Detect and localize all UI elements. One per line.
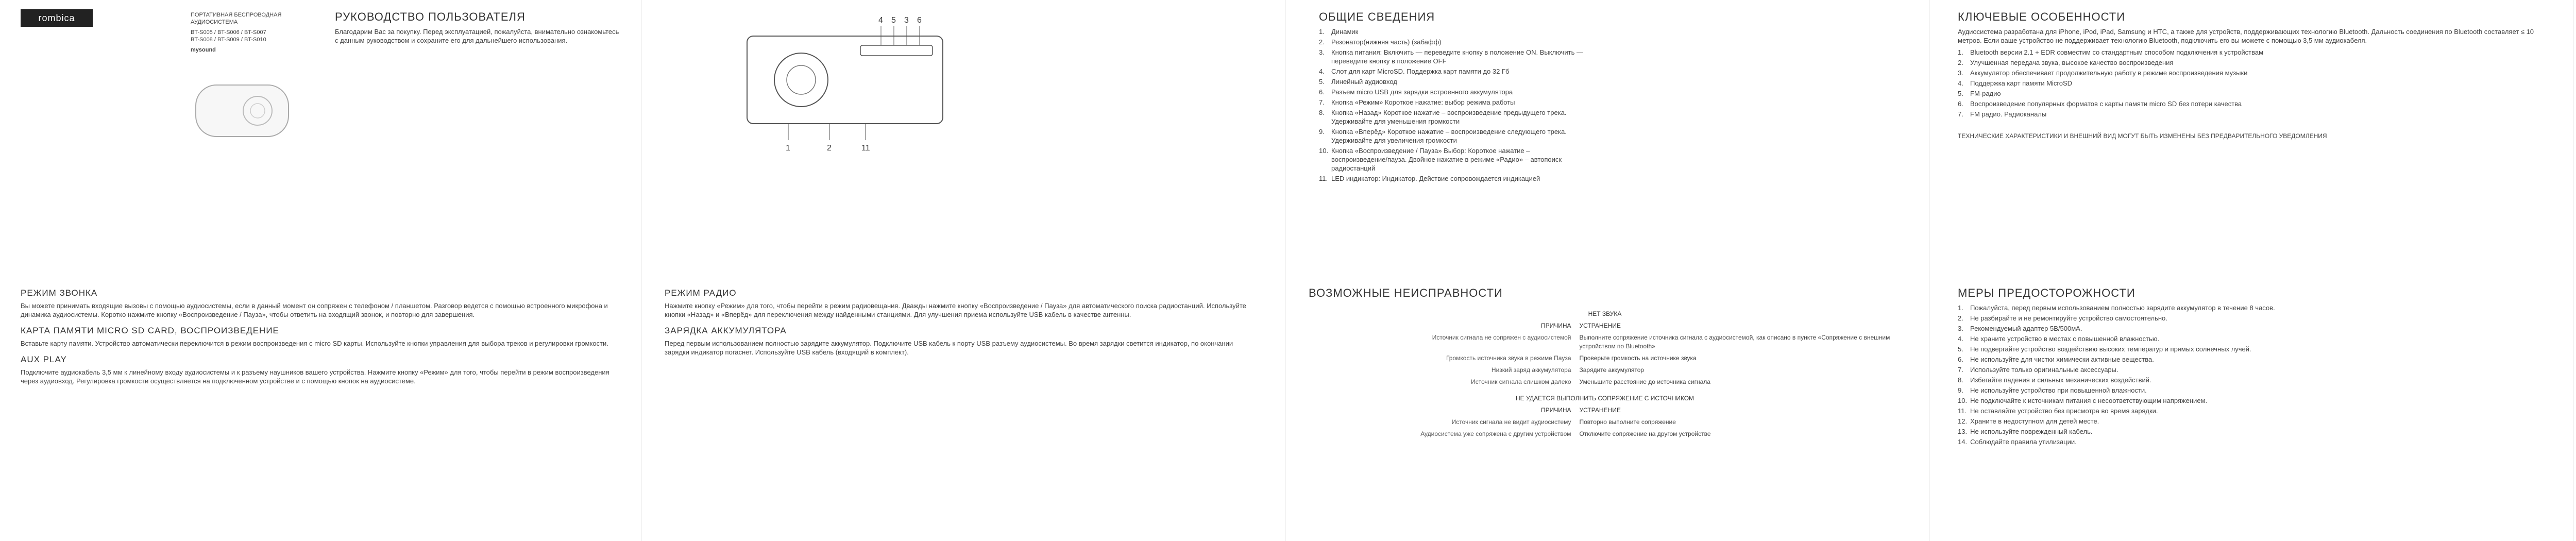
list-item: 1. Пожалуйста, перед первым использованием полностью зарядите аккумулятор в течение 8 часов. (1958, 304, 2275, 312)
list-item: 13. Не используйте поврежденный кабель. (1958, 428, 2093, 435)
fold-line (2573, 0, 2574, 541)
list-item: 7. FM радио. Радиоканалы (1958, 110, 2047, 118)
cover-intro (335, 12, 623, 45)
column-header: ПРИЧИНА (1540, 407, 1571, 414)
device-diagram (711, 15, 979, 155)
list-item: 8. Кнопка «Назад» Короткое нажатие – воспроизведение предыдущего трека. Удерживайте для уменьшения громкости (1319, 109, 1567, 125)
list-item: 6. Воспроизведение популярных форматов с карты памяти micro SD без потери качества (1958, 100, 2242, 108)
callout-label: 1 (786, 144, 790, 153)
table-row: Аудиосистема уже сопряжена с другим устройством Отключите сопряжение на другом устройстве (1420, 430, 1711, 437)
table-row: Источник сигнала не сопряжен с аудиосистемой Выполните сопряжение источника сигнала с аудиосистемой, как описано в пункте «Сопряжение с внешним устройством по Bluetooth» (1432, 334, 1890, 350)
table-row: Низкий заряд аккумулятора Зарядите аккумулятор (1491, 366, 1645, 374)
charge-text: Перед первым использованием полностью зарядите аккумулятор. Подключите USB кабель к порту USB разъему аудиосистемы. Во время зарядки светится индикатор, по окончании зарядки индикатор погаснет. Используйте USB кабель (входящий в комплект). (665, 340, 1233, 356)
table-subheading: НЕТ ЗВУКА (1588, 310, 1622, 317)
list-item: 12. Храните в недоступном для детей месте. (1958, 417, 2099, 425)
callout-label: 6 (917, 16, 922, 25)
table-row: Громкость источника звука в режиме Пауза Проверьте громкость на источнике звука (1446, 354, 1697, 362)
page-title: РУКОВОДСТВО ПОЛЬЗОВАТЕЛЯ (335, 10, 526, 23)
list-item: 5. FM-радио (1958, 90, 2001, 97)
general-section (1319, 12, 1587, 184)
radio-mode-text: Нажмите кнопку «Режим» для того, чтобы перейти в режим радиовещания. Дважды нажмите кнопку «Воспроизведение / Пауза» для автоматического поиска радиостанций. Используйте кнопки «Назад» и «Вперёд» для переключения между найденными станциями. Для улучшения приема используйте USB кабель в качестве антенны. (665, 302, 1246, 318)
list-item: 4. Слот для карт MicroSD. Поддержка карт памяти до 32 Гб (1319, 67, 1510, 75)
subsection-title: КАРТА ПАМЯТИ MICRO SD CARD, ВОСПРОИЗВЕДЕНИЕ (21, 326, 279, 335)
model-line: BT-S005 / BT-S006 / BT-S007 (191, 29, 266, 36)
table-row: Источник сигнала слишком далеко Уменьшите расстояние до источника сигнала (1471, 378, 1710, 385)
brand-name: mysound (191, 47, 216, 53)
card-mode-text: Вставьте карту памяти. Устройство автоматически переключится в режим воспроизведения с micro SD карты. Используйте кнопки управления для выбора треков и регулировки громкости. (21, 340, 608, 347)
call-mode-text: Вы можете принимать входящие вызовы с помощью аудиосистемы, если в данный момент он сопряжен с телефоном / планшетом. Разговор ведется с помощью встроенного микрофона и динамика аудиосистемы. Коротко нажмите кнопку «Воспроизведение / Пауза», чтобы ответить на входящий звонок, и повторно для завершения. (21, 302, 608, 318)
model-line: BT-S008 / BT-S009 / BT-S010 (191, 37, 266, 43)
general-list (1319, 27, 1587, 183)
list-item: 8. Избегайте падения и сильных механических воздействий. (1958, 376, 2151, 384)
subsection-title: РЕЖИМ РАДИО (665, 288, 737, 298)
column-header: ПРИЧИНА (1540, 322, 1571, 329)
list-item: 10. Не подключайте к источникам питания с несоответствующим напряжением. (1958, 397, 2208, 404)
subsection-title: ЗАРЯДКА АККУМУЛЯТОРА (665, 326, 787, 335)
section-title: МЕРЫ ПРЕДОСТОРОЖНОСТИ (1958, 286, 2136, 299)
callout-label: 4 (878, 16, 883, 25)
column-header: УСТРАНЕНИЕ (1579, 322, 1621, 329)
fold-line (1929, 0, 1930, 541)
features-intro: Аудиосистема разработана для iPhone, iPod, iPad, Samsung и HTC, а также для устройств, поддерживающих технологию Bluetooth. Дальность соединения по Bluetooth составляет ≤ 10 метров. Если ваше устройство не поддерживает технологию Bluetooth, подключить его вы можете с помощью 3,5 мм аудиокабеля. (1958, 28, 2534, 44)
list-item: 2. Не разбирайте и не ремонтируйте устройство самостоятельно. (1958, 314, 2167, 322)
intro-text: Благодарим Вас за покупку. Перед эксплуатацией, пожалуйста, внимательно ознакомьтесь с данным руководством и сохраните его для дальнейшего использования. (335, 28, 619, 44)
list-item: 3. Кнопка питания: Включить — переведите кнопку в положение ON. Выключить — переведите кнопку в положение OFF (1319, 48, 1583, 65)
troubleshooting-table (1309, 303, 1901, 440)
precautions-list (1958, 303, 2550, 446)
list-item: 5. Линейный аудиовход (1319, 78, 1397, 86)
callout-label: 3 (904, 16, 909, 25)
cover-product-block (191, 11, 314, 54)
list-item: 10. Кнопка «Воспроизведение / Пауза» Выбор: Короткое нажатие – воспроизведение/пауза. Двойное нажатие в режиме «Радио» – автопоиск радиостанций (1319, 147, 1562, 172)
callout-label: 2 (827, 144, 832, 153)
list-item: 9. Не используйте устройство при повышенной влажности. (1958, 386, 2147, 394)
fold-line (641, 0, 642, 541)
list-item: 4. Поддержка карт памяти MicroSD (1958, 79, 2073, 87)
section-title: КЛЮЧЕВЫЕ ОСОБЕННОСТИ (1958, 10, 2126, 23)
list-item: 6. Разъем micro USB для зарядки встроенного аккумулятора (1319, 88, 1513, 96)
list-item: 11. LED индикатор: Индикатор. Действие сопровождается индикацией (1319, 175, 1540, 182)
list-item: 3. Рекомендуемый адаптер 5В/500мА. (1958, 325, 2082, 332)
modes-right (665, 289, 1257, 360)
list-item: 2. Улучшенная передача звука, высокое качество воспроизведения (1958, 59, 2174, 66)
callout-label: 5 (891, 16, 896, 25)
section-title: ВОЗМОЖНЫЕ НЕИСПРАВНОСТИ (1309, 286, 1503, 299)
list-item: 2. Резонатор(нижняя часть) (забафф) (1319, 38, 1442, 46)
list-item: 5. Не подвергайте устройство воздействию высоких температур и прямых солнечных лучей. (1958, 345, 2251, 353)
table-row: Источник сигнала не видит аудиосистему Повторно выполните сопряжение (1451, 418, 1676, 426)
troubleshooting-section (1309, 286, 1901, 440)
column-header: УСТРАНЕНИЕ (1579, 407, 1621, 414)
spec-change-note: ТЕХНИЧЕСКИЕ ХАРАКТЕРИСТИКИ И ВНЕШНИЙ ВИД МОГУТ БЫТЬ ИЗМЕНЕНЫ БЕЗ ПРЕДВАРИТЕЛЬНОГО УВЕДОМЛЕНИЯ (1958, 132, 2327, 140)
table-subheading: НЕ УДАЕТСЯ ВЫПОЛНИТЬ СОПРЯЖЕНИЕ С ИСТОЧНИКОМ (1515, 395, 1694, 402)
list-item: 4. Не храните устройство в местах с повышенной влажностью. (1958, 335, 2160, 343)
list-item: 7. Кнопка «Режим» Короткое нажатие: выбор режима работы (1319, 98, 1515, 106)
features-section (1958, 12, 2550, 141)
list-item: 7. Используйте только оригинальные аксессуары. (1958, 366, 2119, 374)
brand-logo: rombica (21, 9, 93, 27)
list-item: 9. Кнопка «Вперёд» Короткое нажатие – воспроизведение следующего трека. Удерживайте для увеличения громкости (1319, 128, 1567, 144)
features-list (1958, 48, 2550, 119)
callout-label: 11 (861, 144, 870, 153)
list-item: 1. Bluetooth версии 2.1 + EDR совместим со стандартным способом подключения к устройствам (1958, 48, 2264, 56)
aux-mode-text: Подключите аудиокабель 3,5 мм к линейному входу аудиосистемы и к разъему наушников вашего устройства. Нажмите кнопку «Режим» для того, чтобы перейти в режим воспроизведения через аудиовход. Регулировка громкости осуществляется на подключенном устройстве и с помощью кнопок на аудиосистеме. (21, 368, 609, 385)
precautions-section (1958, 286, 2550, 448)
list-item: 11. Не оставляйте устройство без присмотра во время зарядки. (1958, 407, 2158, 415)
product-title: ПОРТАТИВНАЯ БЕСПРОВОДНАЯ АУДИОСИСТЕМА (191, 12, 282, 25)
product-illustration (185, 77, 299, 144)
section-title: ОБЩИЕ СВЕДЕНИЯ (1319, 10, 1435, 23)
list-item: 3. Аккумулятор обеспечивает продолжительную работу в режиме воспроизведения музыки (1958, 69, 2248, 77)
modes-left (21, 289, 613, 388)
subsection-title: РЕЖИМ ЗВОНКА (21, 288, 98, 298)
list-item: 6. Не используйте для чистки химически активные вещества. (1958, 356, 2154, 363)
fold-line (1285, 0, 1286, 541)
list-item: 1. Динамик (1319, 28, 1359, 36)
list-item: 14. Соблюдайте правила утилизации. (1958, 438, 2077, 446)
subsection-title: AUX PLAY (21, 354, 67, 364)
